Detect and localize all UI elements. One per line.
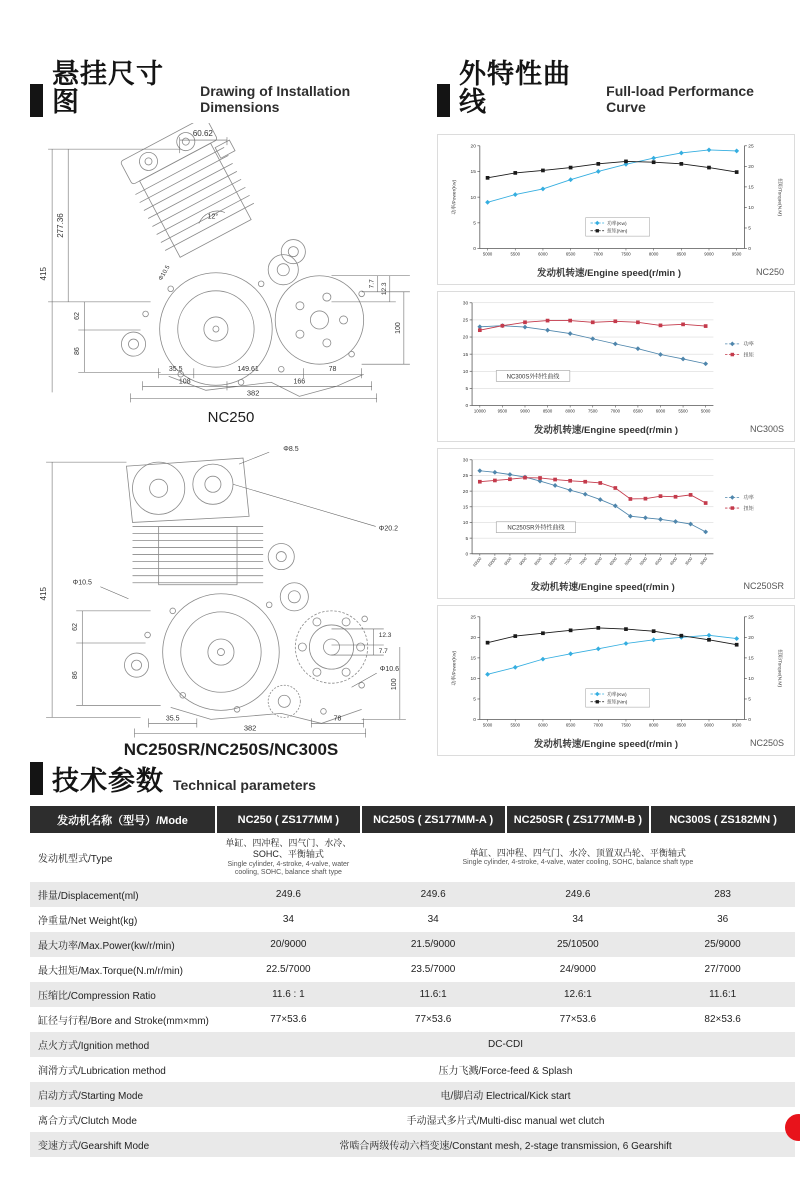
table-cell: 压力飞溅/Force-feed & Splash — [438, 1066, 573, 1078]
dimension-label: 277.36 — [56, 212, 66, 238]
svg-text:0: 0 — [473, 246, 476, 252]
chart-footer — [440, 736, 792, 753]
svg-text:扭矩/Torque(N.M): 扭矩/Torque(N.M) — [776, 648, 782, 687]
svg-text:6500: 6500 — [593, 555, 603, 566]
header-bar-icon — [437, 84, 450, 117]
svg-text:5: 5 — [748, 226, 751, 232]
svg-text:4000: 4000 — [668, 555, 679, 566]
dimension-label: 382 — [246, 388, 260, 398]
svg-text:功率: 功率 — [743, 341, 754, 348]
svg-text:扭矩/Torque(N.M): 扭矩/Torque(N.M) — [776, 177, 782, 216]
svg-text:0: 0 — [473, 717, 476, 723]
svg-text:7000: 7000 — [593, 721, 604, 727]
svg-text:7500: 7500 — [621, 250, 631, 256]
svg-text:7500: 7500 — [621, 721, 631, 727]
svg-text:4500: 4500 — [653, 555, 664, 566]
dimension-label: Φ10.5 — [72, 579, 92, 587]
chart-x-axis-label: 发动机转速/Engine speed(r/min ) — [533, 738, 679, 750]
svg-text:7000: 7000 — [593, 250, 604, 256]
performance-chart-card-nc250sr — [437, 448, 795, 599]
drawing-caption-nc250sr-family: NC250SR/NC250S/NC300S — [123, 739, 339, 759]
dimension-label: 149.61 — [237, 365, 259, 373]
dimension-label: 62 — [74, 311, 82, 320]
svg-text:0: 0 — [748, 246, 751, 252]
chart-model-tag: NC250 — [755, 266, 784, 277]
table-row — [30, 932, 795, 957]
performance-chart-card-nc250 — [437, 134, 795, 285]
svg-text:20: 20 — [462, 335, 469, 341]
table-cell: 77×53.6 — [559, 1014, 597, 1026]
dimension-label: 60.62 — [192, 128, 213, 138]
row-label: 润滑方式/Lubrication method — [38, 1066, 166, 1078]
tech-table-head — [30, 806, 795, 833]
svg-text:功率(Kw): 功率(Kw) — [606, 692, 627, 698]
svg-text:扭矩(Nm): 扭矩(Nm) — [606, 229, 628, 235]
svg-text:5: 5 — [473, 221, 476, 227]
row-label: 压缩比/Compression Ratio — [38, 991, 156, 1003]
table-cell — [216, 833, 361, 882]
dimension-label: Φ10.5 — [158, 264, 172, 282]
svg-text:0: 0 — [465, 403, 469, 409]
svg-text:NC250SR外特性曲线: NC250SR外特性曲线 — [507, 525, 565, 532]
table-row — [30, 1057, 795, 1082]
table-cell: 34 — [427, 914, 439, 926]
svg-text:10: 10 — [470, 676, 476, 682]
table-row — [30, 1032, 795, 1057]
svg-text:25: 25 — [462, 318, 469, 324]
table-cell: 21.5/9000 — [410, 939, 456, 951]
svg-text:9500: 9500 — [502, 555, 513, 566]
curves-section — [437, 60, 795, 756]
performance-chart-card-nc300s — [437, 291, 795, 442]
table-row — [30, 907, 795, 932]
svg-text:30: 30 — [462, 458, 469, 464]
chart-model-tag: NC250SR — [743, 580, 784, 591]
section-title-en: Drawing of Installation Dimensions — [200, 82, 351, 115]
table-cell: 常啮合两级传动六档变速/Constant mesh, 2-stage transmission, 6 Gearshift — [339, 1141, 672, 1153]
dimension-label: 12° — [207, 213, 219, 221]
table-cell: 11.6 : 1 — [272, 989, 305, 1001]
row-label: 启动方式/Starting Mode — [38, 1091, 144, 1103]
svg-text:6500: 6500 — [565, 250, 576, 256]
table-cell: 36 — [717, 914, 729, 926]
table-cell: 249.6 — [565, 889, 591, 901]
table-cell: 249.6 — [420, 889, 446, 901]
svg-text:20: 20 — [462, 489, 469, 495]
section-title-en: Full-load Performance Curve — [606, 82, 754, 115]
row-label: 缸径与行程/Bore and Stroke(mm×mm) — [38, 1016, 209, 1028]
svg-text:9000: 9000 — [518, 555, 528, 566]
table-cell: 23.5/7000 — [410, 964, 456, 976]
table-cell: 11.6:1 — [419, 989, 447, 1001]
table-cell: DC-CDI — [488, 1039, 523, 1051]
svg-text:功率/Power(Kw): 功率/Power(Kw) — [452, 650, 458, 686]
svg-text:9000: 9000 — [704, 250, 714, 256]
svg-text:15: 15 — [470, 169, 476, 175]
dimension-label: 108 — [178, 377, 191, 385]
dimension-label: 100 — [390, 678, 398, 691]
row-label: 排量/Displacement(ml) — [38, 891, 139, 903]
table-row — [30, 833, 795, 882]
svg-text:8000: 8000 — [648, 250, 659, 256]
row-label: 变速方式/Gearshift Mode — [38, 1141, 150, 1153]
svg-text:6000: 6000 — [655, 407, 666, 413]
drawing-caption-nc250: NC250 — [207, 409, 255, 427]
svg-text:15: 15 — [748, 185, 754, 191]
tech-table-body — [30, 833, 795, 1157]
cell-text-en: Single cylinder, 4-stroke, 4-valve, water cooling, SOHC, balance shaft type — [462, 859, 694, 867]
dimension-label: 7.7 — [378, 648, 388, 656]
column-header-mode: 发动机名称（型号）/Mode — [30, 806, 216, 833]
table-cell: 249.6 — [275, 889, 301, 901]
table-cell: 手动湿式多片式/Multi-disc manual wet clutch — [406, 1116, 605, 1128]
dimension-label: 12.3 — [378, 632, 392, 640]
dimension-label: 35.5 — [168, 365, 183, 373]
chart-footer — [440, 579, 792, 596]
svg-text:9000: 9000 — [704, 721, 714, 727]
svg-text:10: 10 — [748, 676, 754, 682]
dimension-label: 12.3 — [380, 282, 388, 295]
engine-drawing-nc250 — [30, 123, 432, 409]
svg-text:8500: 8500 — [676, 721, 687, 727]
header-bar-icon — [30, 84, 43, 117]
dimension-label: 415 — [39, 266, 49, 281]
table-row — [30, 1082, 795, 1107]
dimension-label: 166 — [293, 377, 306, 385]
svg-text:6500: 6500 — [565, 721, 576, 727]
svg-text:6500: 6500 — [633, 407, 643, 413]
performance-chart-nc250 — [440, 139, 792, 265]
svg-text:8000: 8000 — [648, 721, 659, 727]
section-dimensions-header — [30, 60, 432, 117]
chart-footer — [440, 265, 792, 282]
svg-text:5000: 5000 — [638, 555, 649, 566]
svg-text:8000: 8000 — [565, 407, 575, 413]
table-cell: 20/9000 — [270, 939, 307, 951]
table-cell: 25/10500 — [557, 939, 599, 951]
chart-x-axis-label: 发动机转速/Engine speed(r/min ) — [530, 581, 675, 593]
svg-text:扭矩: 扭矩 — [743, 505, 754, 512]
table-cell: 283 — [714, 889, 731, 901]
dimension-label: 382 — [243, 723, 257, 733]
svg-text:5000: 5000 — [700, 407, 711, 413]
section-title-zh: 技术参数 — [52, 765, 164, 796]
svg-text:扭矩: 扭矩 — [743, 352, 754, 359]
svg-text:5500: 5500 — [678, 407, 688, 413]
dimension-label: Φ10.6 — [379, 666, 400, 674]
dimension-label: 86 — [72, 671, 80, 680]
svg-text:9500: 9500 — [497, 407, 508, 413]
svg-text:20: 20 — [470, 635, 476, 641]
table-cell: 11.6:1 — [709, 989, 737, 1001]
svg-text:6000: 6000 — [608, 555, 619, 566]
section-parameters-header — [30, 762, 795, 795]
table-cell: 25/9000 — [704, 939, 741, 951]
tech-table — [30, 806, 795, 1157]
svg-text:0: 0 — [748, 717, 751, 723]
svg-text:功率(Kw): 功率(Kw) — [606, 221, 627, 227]
svg-text:20: 20 — [748, 635, 754, 641]
svg-text:25: 25 — [470, 615, 476, 621]
svg-text:20: 20 — [470, 144, 476, 150]
svg-text:扭矩(Nm): 扭矩(Nm) — [606, 700, 628, 706]
svg-text:功率/Power(Kw): 功率/Power(Kw) — [452, 179, 458, 215]
dimension-label: Φ20.2 — [378, 525, 399, 533]
row-label: 最大扭矩/Max.Torque(N.m/r/min) — [38, 966, 184, 978]
row-label: 最大功率/Max.Power(kw/r/min) — [38, 941, 175, 953]
svg-text:5: 5 — [473, 697, 476, 703]
header-bar-icon — [30, 762, 43, 795]
svg-text:10000: 10000 — [486, 555, 498, 568]
svg-text:30: 30 — [462, 301, 469, 307]
svg-text:10000: 10000 — [473, 407, 486, 413]
svg-text:6000: 6000 — [538, 721, 548, 727]
svg-text:5000: 5000 — [482, 721, 493, 727]
column-header-model: NC250SR ( ZS177MM-B ) — [506, 806, 651, 833]
svg-text:8500: 8500 — [542, 407, 553, 413]
svg-text:6000: 6000 — [538, 250, 548, 256]
table-cell: 24/9000 — [559, 964, 596, 976]
chart-model-tag: NC250S — [749, 737, 784, 748]
svg-text:功率: 功率 — [743, 494, 754, 501]
svg-text:25: 25 — [748, 144, 754, 150]
svg-text:7500: 7500 — [588, 407, 598, 413]
svg-text:7000: 7000 — [578, 555, 588, 566]
svg-text:10: 10 — [470, 195, 476, 201]
svg-text:8500: 8500 — [533, 555, 543, 566]
svg-text:15: 15 — [470, 656, 476, 662]
performance-chart-nc300s — [440, 296, 792, 422]
svg-text:15: 15 — [748, 656, 754, 662]
table-row — [30, 1107, 795, 1132]
row-label: 点火方式/Ignition method — [38, 1041, 150, 1053]
svg-text:5: 5 — [465, 536, 469, 542]
section-title-en: Technical parameters — [173, 777, 316, 793]
svg-text:8500: 8500 — [676, 250, 687, 256]
dimension-label: 100 — [394, 321, 402, 334]
cell-text-zh: 单缸、四冲程、四气门、水冷、顶置双凸轮、平衡轴式 — [469, 847, 686, 858]
cell-text-zh: 单缸、四冲程、四气门、水冷、SOHC、平衡轴式 — [225, 838, 352, 860]
svg-text:25: 25 — [748, 615, 754, 621]
column-header-model: NC250S ( ZS177MM-A ) — [361, 806, 506, 833]
table-cell: 77×53.6 — [414, 1014, 452, 1026]
section-title-zh: 悬挂尺寸图 — [52, 59, 164, 118]
table-row — [30, 957, 795, 982]
svg-text:7500: 7500 — [563, 555, 573, 566]
column-header-model: NC250 ( ZS177MM ) — [216, 806, 361, 833]
performance-chart-nc250sr — [440, 453, 792, 579]
table-cell: 82×53.6 — [704, 1014, 741, 1026]
table-cell: 电/脚启动 Electrical/Kick start — [440, 1091, 571, 1103]
header-row — [30, 806, 795, 833]
table-cell: 34 — [282, 914, 294, 926]
dimension-label: 415 — [39, 587, 49, 601]
table-row — [30, 982, 795, 1007]
dimension-label: 62 — [72, 623, 80, 631]
performance-chart-card-nc250s — [437, 605, 795, 756]
dimension-label: 78 — [328, 365, 337, 373]
column-header-model: NC300S ( ZS182MN ) — [650, 806, 795, 833]
svg-text:NC300S外特性曲线: NC300S外特性曲线 — [506, 374, 560, 381]
svg-text:15: 15 — [462, 505, 469, 511]
dimension-label: 35.5 — [165, 715, 180, 723]
chart-x-axis-label: 发动机转速/Engine speed(r/min ) — [533, 424, 679, 436]
svg-text:9500: 9500 — [731, 721, 742, 727]
svg-text:9000: 9000 — [520, 407, 530, 413]
svg-text:10: 10 — [462, 369, 469, 375]
svg-text:25: 25 — [462, 473, 469, 479]
table-cell: 77×53.6 — [270, 1014, 307, 1026]
dimension-label: 7.7 — [368, 278, 376, 289]
svg-text:5500: 5500 — [510, 250, 520, 256]
row-label: 净重量/Net Weight(kg) — [38, 916, 138, 928]
svg-text:3000: 3000 — [698, 555, 709, 566]
svg-text:5: 5 — [748, 697, 751, 703]
row-label: 离合方式/Clutch Mode — [38, 1116, 137, 1128]
chart-x-axis-label: 发动机转速/Engine speed(r/min ) — [536, 267, 682, 279]
svg-text:5500: 5500 — [623, 555, 634, 566]
svg-text:7000: 7000 — [610, 407, 621, 413]
table-cell: 27/7000 — [704, 964, 741, 976]
table-cell: 22.5/7000 — [266, 964, 311, 976]
dimensions-section — [30, 60, 432, 760]
dimension-label: 78 — [333, 715, 342, 723]
dimension-label: Φ8.5 — [283, 446, 299, 454]
svg-text:9500: 9500 — [731, 250, 742, 256]
table-cell: 12.6:1 — [563, 989, 592, 1001]
table-cell: 34 — [572, 914, 584, 926]
table-row — [30, 882, 795, 907]
table-row — [30, 1132, 795, 1157]
engine-drawing-nc250sr-family — [30, 438, 432, 740]
svg-text:5500: 5500 — [510, 721, 520, 727]
section-title-zh: 外特性曲线 — [459, 59, 571, 118]
svg-text:10: 10 — [462, 520, 469, 526]
row-label: 发动机型式/Type — [38, 854, 113, 866]
svg-text:8000: 8000 — [548, 555, 558, 566]
svg-text:15: 15 — [462, 352, 469, 358]
svg-text:10: 10 — [748, 205, 754, 211]
svg-text:5000: 5000 — [482, 250, 493, 256]
svg-text:10500: 10500 — [471, 555, 483, 568]
performance-chart-nc250s — [440, 610, 792, 736]
svg-text:20: 20 — [748, 164, 754, 170]
dimension-label: 86 — [74, 346, 82, 355]
svg-text:0: 0 — [465, 552, 469, 558]
svg-text:3500: 3500 — [683, 555, 694, 566]
chart-model-tag: NC300S — [749, 423, 784, 434]
table-cell — [361, 833, 795, 882]
table-row — [30, 1007, 795, 1032]
svg-text:5: 5 — [465, 386, 469, 392]
section-curves-header — [437, 60, 795, 117]
parameters-section — [30, 762, 795, 1157]
chart-footer — [440, 422, 792, 439]
cell-text-en: Single cylinder, 4-stroke, 4-valve, water cooling, SOHC, balance shaft type — [227, 860, 350, 876]
